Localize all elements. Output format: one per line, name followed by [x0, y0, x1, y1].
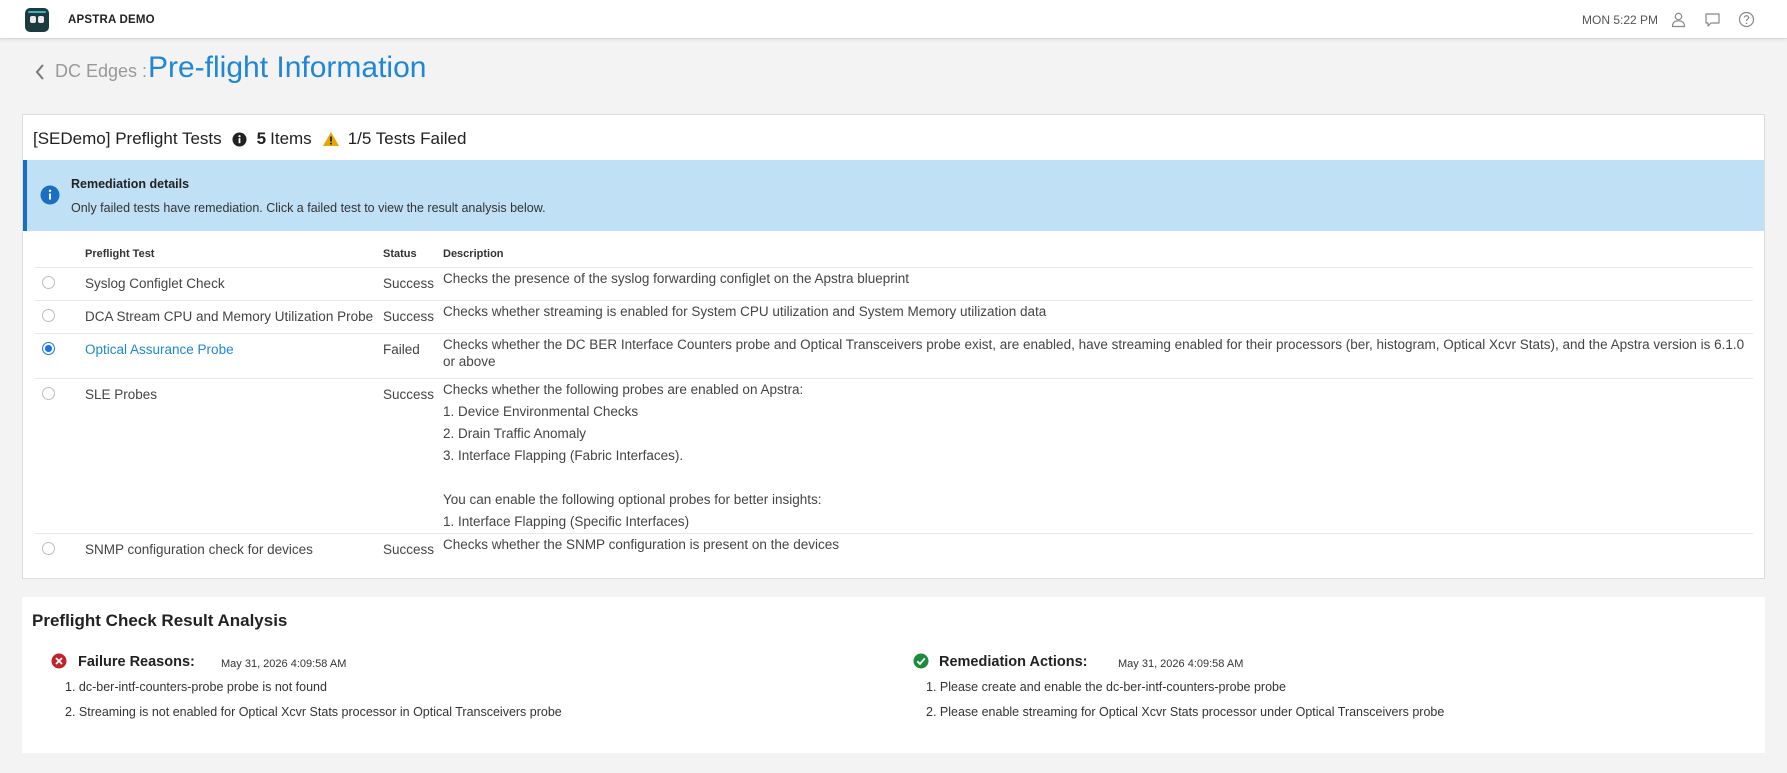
chevron-left-icon[interactable]: [34, 63, 46, 81]
remediation-timestamp: May 31, 2026 4:09:58 AM: [1118, 658, 1244, 670]
callout-body: Only failed tests have remediation. Click a failed test to view the result analysis below.: [71, 201, 546, 215]
panel-title: [SEDemo] Preflight Tests: [33, 129, 222, 148]
user-icon[interactable]: [1670, 11, 1687, 28]
failure-reason-item: 2. Streaming is not enabled for Optical Xcvr Stats processor in Optical Transceivers probe: [65, 705, 562, 719]
test-status: Success: [383, 387, 435, 402]
test-status: Success: [383, 309, 435, 324]
test-name[interactable]: SNMP configuration check for devices: [85, 542, 313, 557]
test-description: Checks whether the following probes are enabled on Apstra: 1. Device Environmental Checks 2. Drain Traffic Anomaly 3. Interface Flapping (Fabric Interfaces). You can enable the following optional probes for better insights: 1. Interface Flapping (Specific Interfaces): [443, 382, 822, 529]
test-description: Checks whether streaming is enabled for System CPU utilization and System Memory utilization data: [443, 304, 1047, 319]
column-header-status[interactable]: Status: [383, 248, 417, 260]
test-status: Success: [383, 542, 435, 557]
info-icon: [40, 185, 60, 205]
callout-title: Remediation details: [71, 177, 190, 191]
failed-summary: 1/5 Tests Failed: [347, 129, 467, 148]
analysis-title: Preflight Check Result Analysis: [32, 611, 288, 630]
remediation-action-item: 1. Please create and enable the dc-ber-intf-counters-probe probe: [926, 680, 1286, 694]
row-radio[interactable]: [42, 309, 55, 322]
column-header-description[interactable]: Description: [443, 248, 504, 260]
test-status: Success: [383, 276, 435, 291]
test-description: Checks whether the DC BER Interface Counters probe and Optical Transceivers probe exist, are enabled, have streaming enabled for their processors (ber, histogram, Optical Xcvr Stats), and the Apstra version is 6.1.0 or above: [443, 337, 1745, 369]
remediation-callout: [23, 160, 1764, 231]
result-analysis-panel: [22, 597, 1765, 753]
warning-icon: [322, 131, 340, 147]
test-name[interactable]: SLE Probes: [85, 387, 158, 402]
error-icon: [51, 653, 67, 669]
test-name[interactable]: Syslog Configlet Check: [85, 276, 225, 291]
check-circle-icon: [913, 653, 929, 669]
row-radio[interactable]: [42, 542, 55, 555]
row-radio[interactable]: [42, 342, 55, 355]
test-description: Checks the presence of the syslog forwarding configlet on the Apstra blueprint: [443, 271, 910, 286]
test-status: Failed: [383, 342, 420, 357]
remediation-actions-title: Remediation Actions:: [939, 654, 1088, 670]
top-bar: [0, 0, 1787, 39]
panel-header: [33, 127, 466, 151]
row-radio[interactable]: [42, 276, 55, 289]
test-name[interactable]: DCA Stream CPU and Memory Utilization Probe: [85, 309, 374, 324]
clock: MON 5:22 PM: [1582, 13, 1659, 27]
test-description: Checks whether the SNMP configuration is present on the devices: [443, 537, 839, 552]
item-count: 5: [256, 129, 267, 148]
breadcrumb-parent[interactable]: DC Edges :: [55, 61, 148, 81]
item-count-label: Items: [270, 129, 312, 148]
row-radio[interactable]: [42, 387, 55, 400]
help-icon[interactable]: [1738, 11, 1755, 28]
info-icon[interactable]: [232, 132, 247, 147]
failure-reasons-title: Failure Reasons:: [78, 654, 195, 670]
chat-icon[interactable]: [1704, 11, 1721, 28]
failure-timestamp: May 31, 2026 4:09:58 AM: [221, 658, 347, 670]
remediation-action-item: 2. Please enable streaming for Optical Xcvr Stats processor under Optical Transceivers probe: [926, 705, 1445, 719]
app-title: APSTRA DEMO: [68, 14, 155, 26]
column-header-preflight-test[interactable]: Preflight Test: [85, 248, 155, 260]
apstra-logo-icon[interactable]: [25, 8, 49, 32]
page-title: Pre-flight Information: [148, 51, 427, 84]
failure-reason-item: 1. dc-ber-intf-counters-probe probe is not found: [65, 680, 327, 694]
preflight-tests-panel: [22, 114, 1765, 579]
test-name[interactable]: Optical Assurance Probe: [85, 342, 234, 357]
